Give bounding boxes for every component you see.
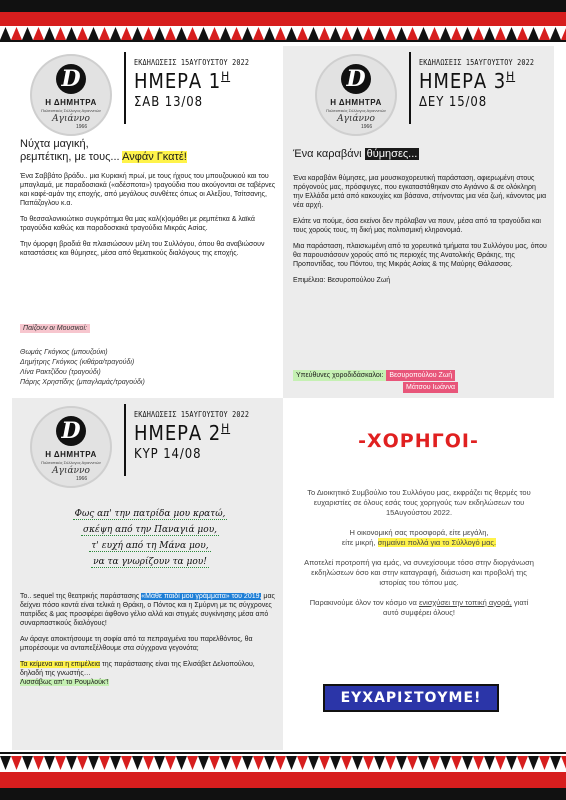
day1-paragraph-1: Ένα Σαββάτο βράδυ.. μια Κυριακή πρωί, με τους ήχους του μπουζουκιού και του μπαγλαμά, με παραδοσιακά («αδέσποτα») τραγούδια που ακούγονται σε ταβέρνες και καφέ-αμάν της εποχής, από μεγάλους συνθέτες όπως οι Αλεξίου, Τσίτσανης, Παπάζογλου κ.α. [20,173,276,207]
logo-year: 1966 [76,124,88,130]
bottom-decorative-border [0,752,566,800]
sponsors-paragraph-4a: Παρακινούμε όλον τον κόσμο να [309,598,417,607]
club-logo [315,54,397,136]
day2-panel [12,398,283,750]
title-plain: Ένα καραβάνι [293,148,362,160]
teachers-section [293,370,549,393]
quote-line: να τα γνωρίζουν τα μου! [93,557,207,567]
club-logo [30,54,112,136]
teacher-name: Βεσυροπούλου Ζωή [386,370,455,381]
day-date: ΔΕΥ 15/08 [419,95,488,110]
events-subtitle: ΕΚΔΗΛΩΣΕΙΣ 15ΑΥΓΟΥΣΤΟΥ 2022 [134,58,250,67]
day-number: ΗΜΕΡΑ $2^H$ [134,421,231,445]
top-decorative-border [0,0,566,44]
day2-paragraph-2: Αν άραγε αποκτήσουμε τη σοφία από τα πεπραγμένα του παρελθόντος, θα μπορέσουμε να ανταπεξέλθουμε στα σύγχρονα γεγονότα; [20,636,253,652]
day1-paragraph-2: Το θεσσαλονικιώτικο συγκρότημα θα μας καλ(κ)ομάθει με ρεμπέτικα & λαϊκά τραγούδια καθώς και παραδοσιακά τραγούδια Μικράς Ασίας. [20,216,255,232]
sponsors-paragraph-1: Το Διοικητικό Συμβούλιο του Συλλόγου μας, εκφράζει τις θερμές του ευχαριστίες σε όλους εσάς τους χορηγούς των εκδηλώσεων του 15Αυγούστου 2022. [307,488,531,517]
day-number: ΗΜΕΡΑ $1^H$ [134,69,231,93]
logo-name: Η ΔΗΜΗΤΡΑ [45,98,97,107]
logo-subtitle: Πολιτιστικός Σύλλογος Αγιαννιτών [41,460,101,465]
poem-quote [32,506,268,570]
quote-line: σκέψη από την Παναγιά μου, [82,525,218,535]
logo-year: 1966 [76,476,88,482]
logo-name: Η ΔΗΜΗΤΡΑ [45,450,97,459]
sponsors-panel [283,398,554,750]
day2-body [20,592,278,694]
day3-direction: Επιμέλεια: Βεσυροπούλου Ζωή [293,277,391,284]
day2-intro: Το.. sequel της θεατρικής παράστασης [20,593,140,600]
day1-header [134,58,269,110]
day3-paragraph-3: Μια παράσταση, πλαισιωμένη από τα χορευτικά τμήματα του Συλλόγου μας, όπου θα παρουσιάσουν χορούς από τις περιοχές της Ανατολικής Θράκης, της Προποντίδας, του Πόντου, της Μικράς Ασίας & της Μαύρης Θάλασσας. [293,243,547,268]
players-list [20,348,276,388]
logo-script: Αγιάννο [52,466,90,476]
day3-body [293,174,547,292]
club-logo [30,406,112,488]
title-line-2: ρεμπέτικη, με τους... [20,151,120,163]
sponsors-paragraph-2b: είτε μικρή, [341,538,376,547]
day3-title [293,148,543,161]
support-local-market: ενισχύσει την τοπική αγορά, [418,598,512,607]
events-subtitle: ΕΚΔΗΛΩΣΕΙΣ 15ΑΥΓΟΥΣΤΟΥ 2022 [134,410,250,419]
player-item: Πάρης Χρηστίδης (μπαγλαμάς/τραγούδι) [20,379,145,386]
quote-line: τ' ευχή από τη Μάνα μου, [91,541,209,551]
teacher-name: Μάτσου Ιωάννα [403,382,458,393]
sponsors-highlight: σημαίνει πολλά για το Σύλλογό μας. [377,538,497,547]
play-title-highlight: «Μάθε παιδί μου γράμματα» του 2019, [141,593,262,600]
logo-name: Η ΔΗΜΗΤΡΑ [330,98,382,107]
band-name-highlight: Ανφάν Γκατέ! [122,151,187,163]
teachers-label: Υπεύθυνες χοροδιδάσκαλοι: [293,370,386,381]
day3-panel [283,46,554,398]
players-label: Παίζουν οι Μουσικοί: [20,324,90,333]
logo-script: Αγιάννο [52,114,90,124]
logo-year: 1966 [361,124,373,130]
header-divider [124,52,126,124]
credit-nickname: Λισσάβως απ' το Ρουμλούκ'! [20,679,109,686]
thank-you-banner: ΕΥΧΑΡΙΣΤΟΥΜΕ! [323,684,499,712]
day3-header [419,58,554,110]
day2-intro-rest: μας δείχνει πόσο κοντά είναι τελικά η Θράκη, ο Πόντος και η Σμύρνη με τις σύγχρονες πατρίδες & μας προσφέρει άφθονο γέλιο αλλά και στιγμές συγκίνησης μέσα από συναρπαστικούς διαλόγους! [20,593,275,627]
sponsors-body [303,488,535,628]
day1-paragraph-3: Την όμορφη βραδιά θα πλαισιώσουν μέλη του Συλλόγου, όπου θα αναβιώσουν καταστάσεις και θύμησες, μέσα από θεματικούς διαλόγους της εποχής. [20,241,265,257]
events-subtitle: ΕΚΔΗΛΩΣΕΙΣ 15ΑΥΓΟΥΣΤΟΥ 2022 [419,58,535,67]
sponsors-paragraph-4b: γιατί αυτό συμφέρει όλους! [383,598,529,617]
day1-panel [12,46,283,398]
title-highlight: θύμησες... [366,148,418,160]
sponsors-title: -ΧΟΡΗΓΟΙ- [358,430,479,452]
credit-text: της παράστασης είναι της Ελισάβετ Δελιοπούλου, δηλαδή της γνωστής… [20,661,255,677]
players-section [20,324,276,388]
day1-body [20,172,276,265]
day3-paragraph-2: Ελάτε να πούμε, όσα εκείνοι δεν πρόλαβαν να πουν, μέσα από τα τραγούδια και τους χορούς τους, τη δική μας πολιτισμική κληρονομιά. [293,218,541,234]
title-line-1: Νύχτα μαγική, [20,138,89,150]
logo-d-mark: D [341,64,371,94]
logo-d-mark: D [56,416,86,446]
logo-subtitle: Πολιτιστικός Σύλλογος Αγιαννιτών [326,108,386,113]
logo-subtitle: Πολιτιστικός Σύλλογος Αγιαννιτών [41,108,101,113]
day3-paragraph-1: Ένα καραβάνι θύμησες, μια μουσικοχορευτική παράσταση, αφιερωμένη στους πρόγονούς μας, πρόσφυγες, που εγκαταστάθηκαν στο Αγιάννο & σε ολόκληρη την Ελλάδα μετά από κακουχίες και βάσανα, στήνοντας μια νέα ζωή, κάνοντας μια νέα αρχή. [293,175,547,209]
logo-d-mark: D [56,64,86,94]
day-number: ΗΜΕΡΑ $3^H$ [419,69,516,93]
sponsors-paragraph-3: Αποτελεί προτροπή για εμάς, να συνεχίσουμε τόσο στην διοργάνωση εκδηλώσεων όσο και στην καταγραφή, διάσωση και προβολή της ιστορίας του τόπου μας. [304,558,534,587]
credit-highlight: Τα κείμενα και η επιμέλεια [20,661,101,668]
quote-line: Φως απ' την πατρίδα μου κρατώ, [74,509,226,519]
header-divider [124,404,126,476]
header-divider [409,52,411,124]
day-date: ΚΥΡ 14/08 [134,447,202,462]
player-item: Δημήτρης Γκόγκος (κιθάρα/τραγούδι) [20,359,135,366]
player-item: Θωμάς Γκόγκος (μπουζούκι) [20,349,108,356]
sponsors-paragraph-2a: Η οικονομική σας προσφορά, είτε μεγάλη, [349,528,489,537]
day1-title [20,138,280,164]
day2-header [134,410,269,462]
day-date: ΣΑΒ 13/08 [134,95,203,110]
logo-script: Αγιάννο [337,114,375,124]
player-item: Λίνα Ρακτζίδου (τραγούδι) [20,369,101,376]
